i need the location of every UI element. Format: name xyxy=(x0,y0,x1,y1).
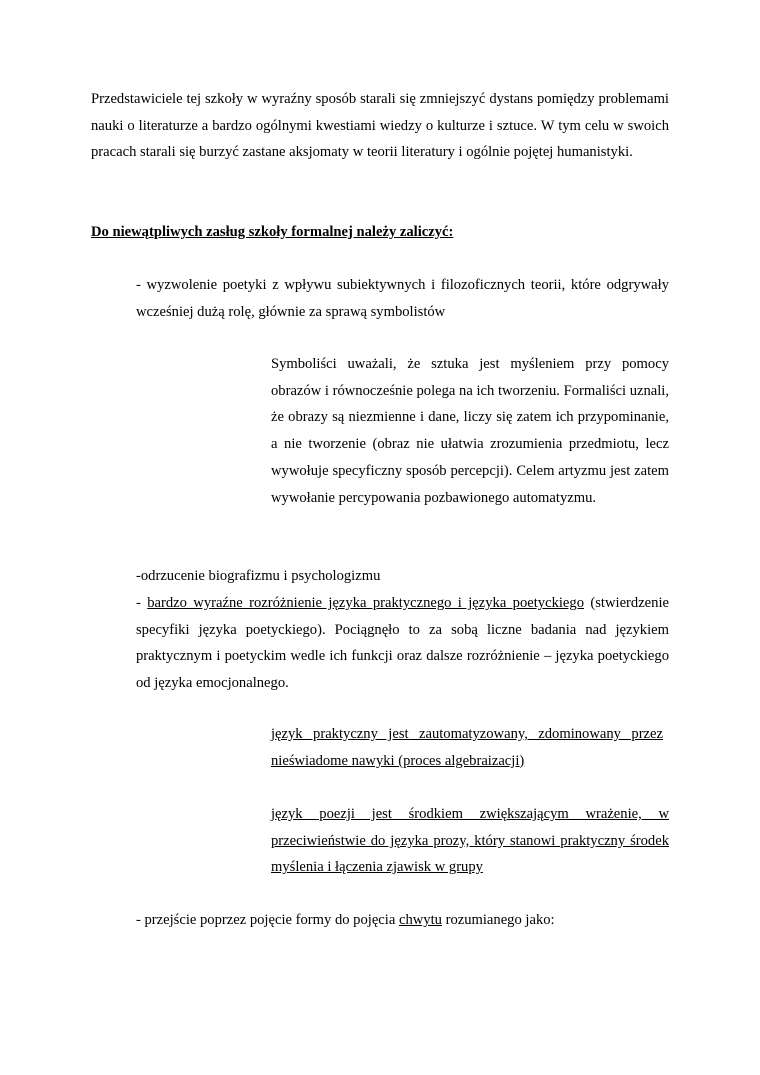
quote-symbolists: Symboliści uważali, że sztuka jest myśleniem przy pomocy obrazów i równocześnie polega na ich tworzeniu. Formaliści uznali, że obrazy są niezmienne i dane, liczy się zatem ich przypominanie, a nie tworzenie (obraz nie ułatwia zrozumienia przedmiotu, lecz wywołuje specyficzny sposób percepcji). Celem artyzmu jest zatem wywołanie percypowania pozbawionego automatyzmu. xyxy=(271,356,669,506)
underlined-phrase: bardzo wyraźne rozróżnienie języka praktycznego i języka poetyckiego xyxy=(147,595,585,611)
list-item-rest: (stwierdzenie specyfiki języka poetyckiego). Pociągnęło to za sobą liczne badania nad językiem praktycznym i poetyckim wedle ich funkcji oraz dalsze rozróżnienie – języka poetyckiego od języka emocjonalnego. xyxy=(136,595,669,692)
list-item-prefix: - xyxy=(136,595,148,611)
section-heading: Do niewątpliwych zasług szkoły formalnej należy zaliczyć: xyxy=(91,224,454,240)
quote-poetic-language: język poezji jest środkiem zwiększającym wrażenie, w przeciwieństwie do języka prozy, który stanowi praktyczny środek myślenia i łączenia zjawisk w grupy xyxy=(271,806,669,876)
list-item-language-distinction xyxy=(136,590,669,697)
quote-practical-language: język praktyczny jest zautomatyzowany, zdominowany przez nieświadome nawyki (proces algebraizacji) xyxy=(271,726,663,769)
list-item-chwyt xyxy=(136,907,669,934)
list-item-rest: rozumianego jako: xyxy=(441,912,555,928)
underlined-term: chwytu xyxy=(398,912,442,928)
list-item-prefix: - przejście poprzez pojęcie formy do pojęcia xyxy=(136,912,399,928)
list-item-poetics: - wyzwolenie poetyki z wpływu subiektywnych i filozoficznych teorii, które odgrywały wcześniej dużą rolę, głównie za sprawą symbolistów xyxy=(136,277,669,320)
list-item-biografizm: -odrzucenie biografizmu i psychologizmu xyxy=(136,568,381,584)
intro-paragraph: Przedstawiciele tej szkoły w wyraźny sposób starali się zmniejszyć dystans pomiędzy problemami nauki o literaturze a bardzo ogólnymi kwestiami wiedzy o kulturze i sztuce. W tym celu w swoich pracach starali się burzyć zastane aksjomaty w teorii literatury i ogólnie pojętej humanistyki. xyxy=(91,91,669,161)
